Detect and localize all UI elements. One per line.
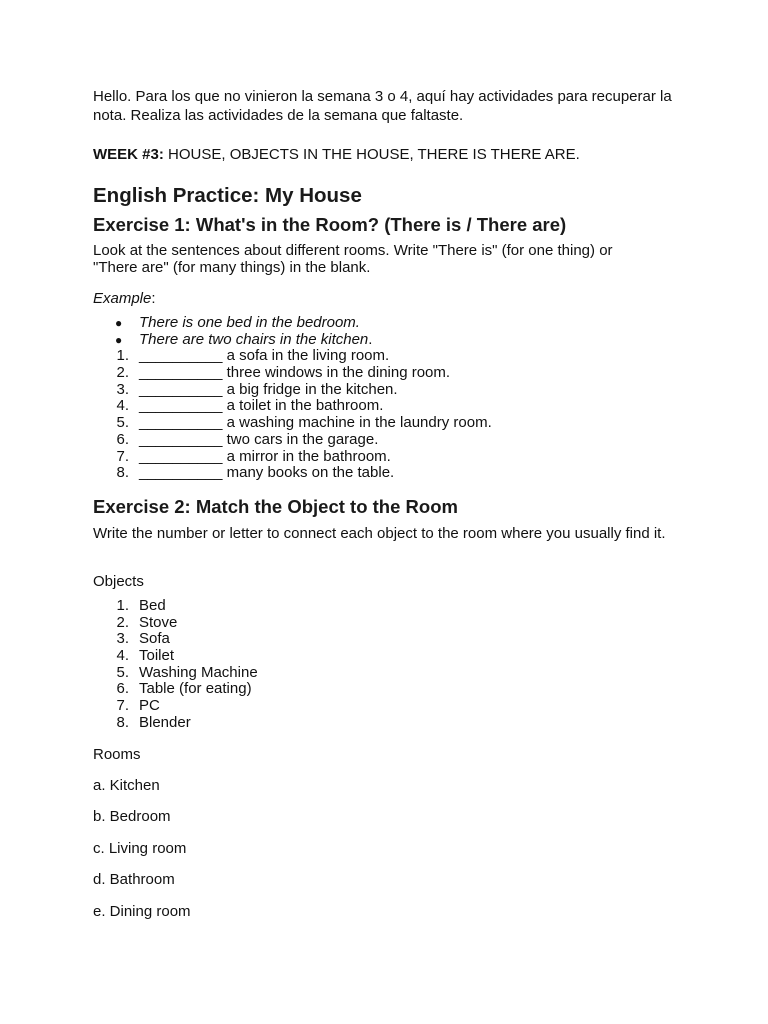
object-item: 8. Blender — [116, 713, 191, 731]
exercise2-instructions: Write the number or letter to connect each object to the room where you usually find it. — [93, 525, 666, 542]
example-item: ● There is one bed in the bedroom. — [115, 314, 360, 331]
object-item: 5. Washing Machine — [116, 663, 258, 681]
example-label: Example: — [93, 290, 156, 307]
answer-blank[interactable]: __________ — [139, 364, 223, 382]
fill-in-item: 7. __________ a mirror in the bathroom. — [116, 447, 391, 465]
page-title: English Practice: My House — [93, 184, 362, 207]
objects-list — [93, 598, 258, 732]
answer-blank[interactable]: __________ — [139, 414, 223, 432]
object-item: 2. Stove — [116, 613, 178, 631]
fill-in-item: 8. __________ many books on the table. — [116, 464, 395, 482]
week-line — [93, 145, 693, 164]
answer-blank[interactable]: __________ — [139, 380, 223, 398]
answer-blank[interactable]: __________ — [139, 430, 223, 448]
objects-label: Objects — [93, 573, 144, 590]
fill-in-item: 2. __________ three windows in the dining room. — [116, 364, 451, 382]
object-item: 1. Bed — [116, 597, 166, 614]
object-item: 6. Table (for eating) — [116, 680, 252, 698]
intro-paragraph: Hello. Para los que no vinieron la semana 3 o 4, aquí hay actividades para recuperar la nota. Realiza las actividades de la semana que faltaste. — [93, 88, 672, 124]
bullet-icon: ● — [115, 332, 123, 347]
exercise2-heading: Exercise 2: Match the Object to the Room — [93, 496, 458, 517]
exercise1-heading: Exercise 1: What's in the Room? (There is / There are) — [93, 214, 567, 235]
room-item: d. Bathroom — [93, 871, 175, 888]
room-item: b. Bedroom — [93, 808, 171, 825]
room-item: a. Kitchen — [93, 777, 160, 794]
exercise1-instructions: Look at the sentences about different rooms. Write "There is" (for one thing) or "There are" (for many things) in the blank. — [93, 242, 613, 276]
object-item: 7. PC — [116, 697, 160, 715]
fill-in-item: 6. __________ two cars in the garage. — [116, 430, 379, 448]
example-item: ● There are two chairs in the kitchen. — [115, 330, 373, 348]
bullet-icon: ● — [115, 316, 123, 330]
answer-blank[interactable]: __________ — [139, 464, 223, 482]
exercise1-items — [93, 348, 492, 482]
week-label: WEEK #3: — [93, 146, 164, 163]
fill-in-item: 5. __________ a washing machine in the laundry room. — [116, 414, 492, 432]
fill-in-item: 3. __________ a big fridge in the kitchen. — [116, 380, 398, 398]
object-item: 4. Toilet — [116, 647, 175, 665]
answer-blank[interactable]: __________ — [139, 397, 223, 415]
object-item: 3. Sofa — [116, 630, 170, 648]
fill-in-item: 1. __________ a sofa in the living room. — [116, 347, 390, 365]
answer-blank[interactable]: __________ — [139, 347, 223, 365]
rooms-label: Rooms — [93, 746, 141, 763]
examples-list — [93, 315, 372, 348]
answer-blank[interactable]: __________ — [139, 447, 223, 465]
room-item: e. Dining room — [93, 903, 191, 920]
week-text: HOUSE, OBJECTS IN THE HOUSE, THERE IS THERE ARE. — [163, 146, 580, 163]
fill-in-item: 4. __________ a toilet in the bathroom. — [116, 397, 384, 415]
room-item: c. Living room — [93, 840, 187, 857]
